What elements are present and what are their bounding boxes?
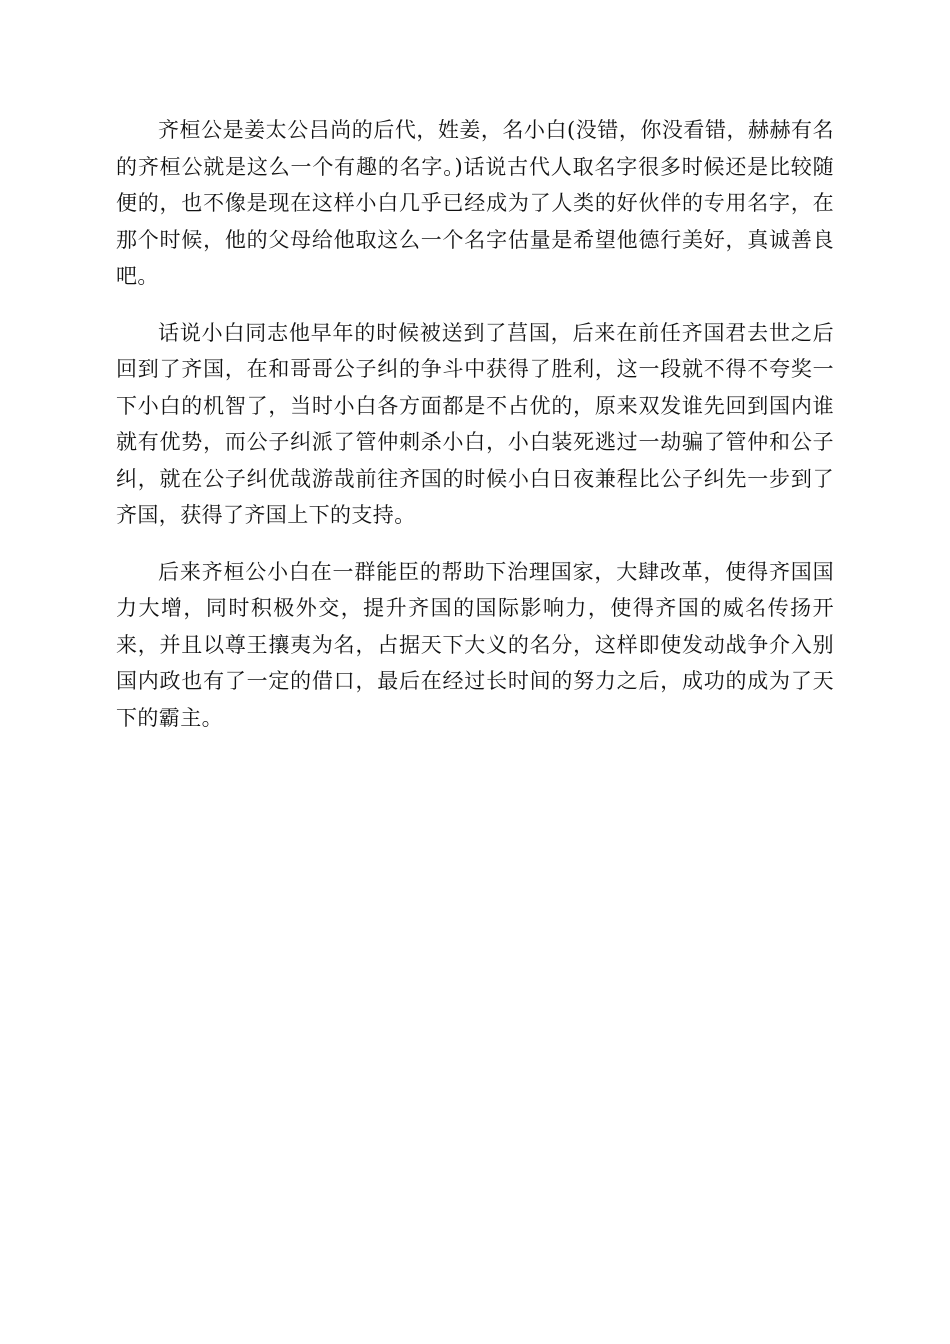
document-body — [116, 112, 834, 756]
paragraph-1: 齐桓公是姜太公吕尚的后代，姓姜，名小白(没错，你没看错，赫赫有名的齐桓公就是这么一个有趣的名字。)话说古代人取名字很多时候还是比较随便的，也不像是现在这样小白几乎已经成为了人类的好伙伴的专用名字，在那个时候，他的父母给他取这么一个名字估量是希望他德行美好，真诚善良吧。 — [116, 118, 834, 288]
paragraph-3: 后来齐桓公小白在一群能臣的帮助下治理国家，大肆改革，使得齐国国力大增，同时积极外交，提升齐国的国际影响力，使得齐国的威名传扬开来，并且以尊王攘夷为名，占据天下大义的名分，这样即使发动战争介入别国内政也有了一定的借口，最后在经过长时间的努力之后，成功的成为了天下的霸主。 — [116, 559, 834, 730]
paragraph-2: 话说小白同志他早年的时候被送到了莒国，后来在前任齐国君去世之后回到了齐国，在和哥哥公子纠的争斗中获得了胜利，这一段就不得不夸奖一下小白的机智了，当时小白各方面都是不占优的，原来双发谁先回到国内谁就有优势，而公子纠派了管仲刺杀小白，小白装死逃过一劫骗了管仲和公子纠，就在公子纠优哉游哉前往齐国的时候小白日夜兼程比公子纠先一步到了齐国，获得了齐国上下的支持。 — [116, 320, 834, 527]
